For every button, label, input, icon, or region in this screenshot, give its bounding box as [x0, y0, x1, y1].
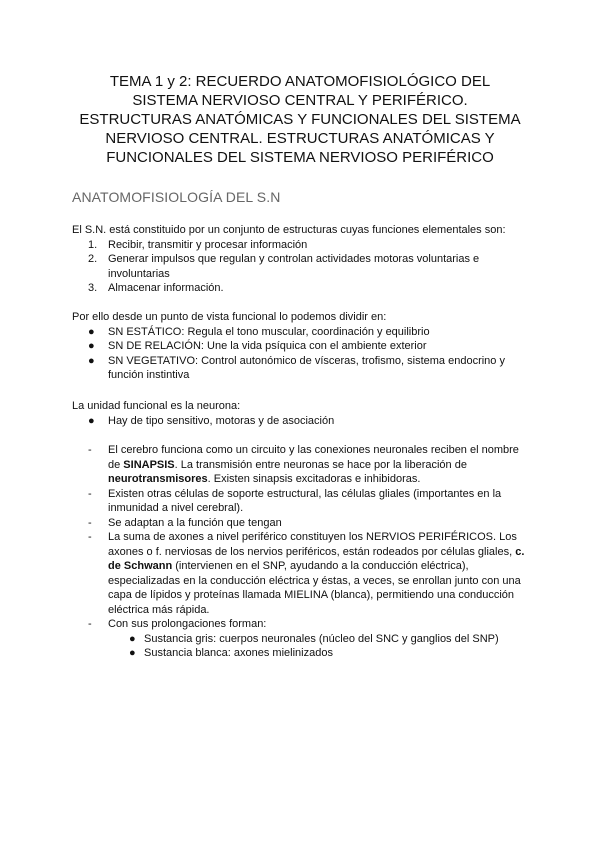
- list-item: - El cerebro funciona como un circuito y las conexiones neuronales reciben el nombre de SINAPSIS. La transmisión entre neuronas se hace por la liberación de neurotransmisores. Existen sinapsis excitadoras e inhibidoras.: [88, 444, 519, 485]
- bold-term: SINAPSIS: [123, 458, 175, 471]
- dash-list: [72, 443, 534, 661]
- list-item: ● SN VEGETATIVO: Control autonómico de vísceras, trofismo, sistema endocrino y función instintiva: [88, 354, 505, 381]
- functions-block: [72, 223, 534, 296]
- dash-marker: -: [88, 516, 92, 529]
- dash-block: [72, 443, 534, 661]
- neuron-types-list: [72, 414, 534, 429]
- list-item: - Se adaptan a la función que tengan: [88, 516, 282, 529]
- list-item: 3. Almacenar información.: [88, 282, 224, 294]
- bullet-icon: ●: [88, 340, 95, 352]
- title-line: TEMA 1 y 2: RECUERDO ANATOMOFISIOLÓGICO DEL: [109, 73, 491, 90]
- list-item: ● SN DE RELACIÓN: Une la vida psíquica con el ambiente exterior: [88, 340, 427, 352]
- division-intro: Por ello desde un punto de vista funcional lo podemos dividir en:: [72, 311, 387, 323]
- title-line: NERVIOSO CENTRAL. ESTRUCTURAS ANATÓMICAS Y: [105, 130, 495, 147]
- dash-marker: -: [88, 444, 92, 456]
- intro-paragraph: El S.N. está constituido por un conjunto de estructuras cuyas funciones elementales son:: [72, 224, 506, 236]
- divisions-list: [72, 325, 534, 383]
- title-line: FUNCIONALES DEL SISTEMA NERVIOSO PERIFÉRICO: [106, 149, 494, 166]
- bullet-icon: ●: [88, 354, 95, 367]
- list-number: 3.: [88, 282, 98, 294]
- section-heading: ANATOMOFISIOLOGÍA DEL S.N: [72, 189, 281, 205]
- dash-marker: -: [88, 531, 92, 543]
- list-item: - La suma de axones a nivel periférico constituyen los NERVIOS PERIFÉRICOS. Los axones o f. nerviosas de los nervios periféricos, están rodeados por células gliales, c. de Schwann (intervienen en el SNP, ayudando a la conducción eléctrica), especializadas en la conducción eléctrica y éstas, a veces, se enrollan junto con una capa de lípidos y proteínas llamada MIELINA (blanca), permitiendo una conducción eléctrica más rápida.: [88, 531, 525, 616]
- list-item: - Con sus prolongaciones forman:: [88, 618, 267, 630]
- neuron-intro: La unidad funcional es la neurona:: [72, 400, 241, 412]
- list-number: 1.: [88, 238, 98, 251]
- dash-marker: -: [88, 487, 92, 500]
- bullet-icon: ●: [88, 414, 95, 427]
- title-line: SISTEMA NERVIOSO CENTRAL Y PERIFÉRICO.: [132, 92, 468, 109]
- bold-term: c. de Schwann: [108, 545, 525, 572]
- bold-term: neurotransmisores: [108, 473, 208, 485]
- title-line: ESTRUCTURAS ANATÓMICAS Y FUNCIONALES DEL SISTEMA: [79, 111, 521, 128]
- functions-list: [72, 238, 534, 296]
- list-item: ● SN ESTÁTICO: Regula el tono muscular, coordinación y equilibrio: [88, 325, 430, 338]
- list-number: 2.: [88, 253, 98, 265]
- bullet-icon: ●: [88, 325, 95, 338]
- document-title: [60, 72, 540, 167]
- neuron-block: [72, 399, 534, 428]
- bullet-icon: ●: [129, 632, 136, 645]
- sub-list-item: ● Sustancia blanca: axones mielinizados: [129, 647, 333, 659]
- bullet-icon: ●: [129, 647, 136, 659]
- list-item: ● Hay de tipo sensitivo, motoras y de asociación: [88, 414, 335, 427]
- divisions-block: [72, 310, 534, 383]
- list-item: - Existen otras células de soporte estructural, las células gliales (importantes en la inmunidad a nivel cerebral).: [88, 487, 502, 514]
- dash-marker: -: [88, 618, 92, 630]
- list-item: 2. Generar impulsos que regulan y controlan actividades motoras voluntarias e involuntarias: [88, 253, 480, 280]
- sub-list-item: ● Sustancia gris: cuerpos neuronales (núcleo del SNC y ganglios del SNP): [129, 632, 499, 645]
- list-item: 1. Recibir, transmitir y procesar información: [88, 238, 308, 251]
